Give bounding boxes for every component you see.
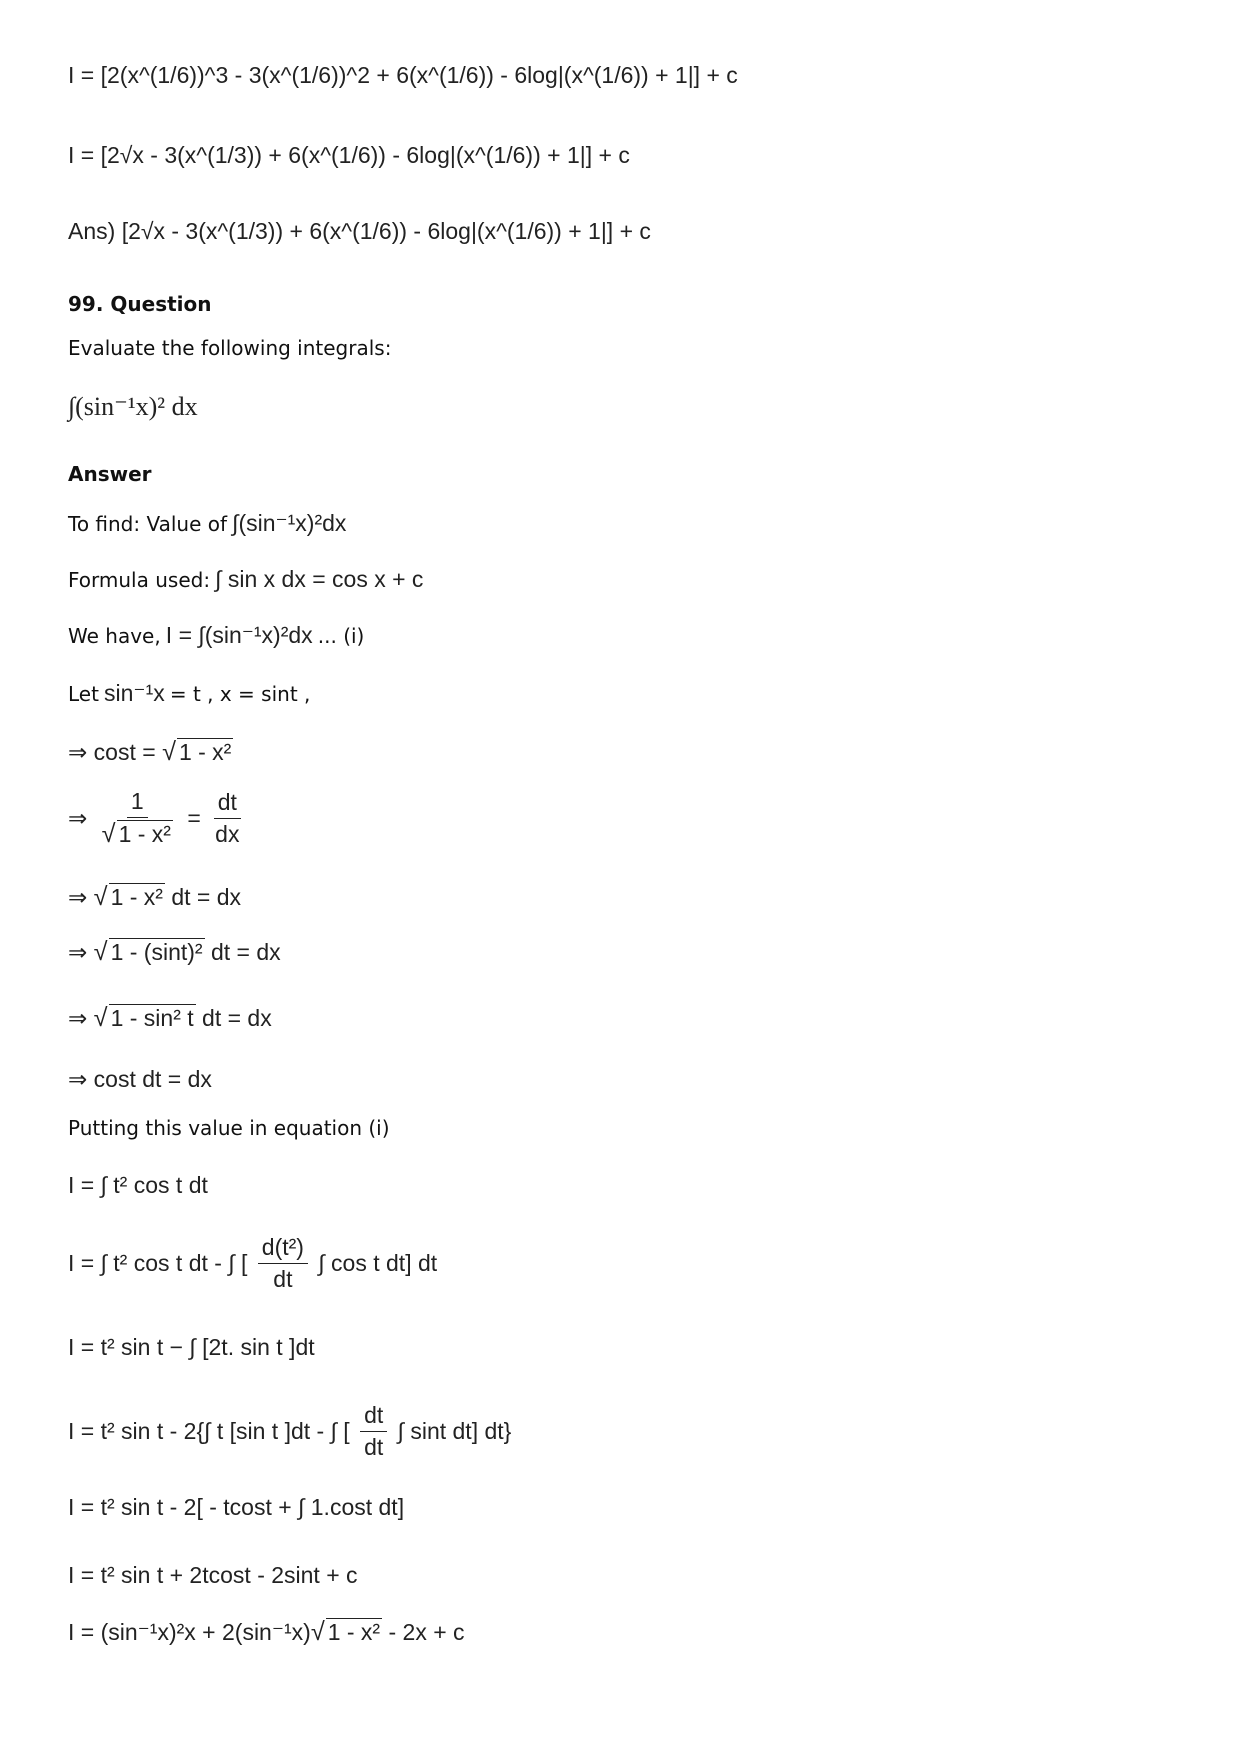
denominator: dt xyxy=(273,1266,293,1292)
let-expression: sin⁻¹x xyxy=(104,680,165,706)
equation-line-1 xyxy=(68,62,738,89)
radical-sign-icon: √ xyxy=(93,1004,108,1032)
fraction-right xyxy=(211,789,243,848)
step-text: - 2x + c xyxy=(388,1619,465,1645)
answer-expression: [2√x - 3(x^(1/3)) + 6(x^(1/6)) - 6log|(x^(1/6)) + 1|] + c xyxy=(121,218,651,244)
fraction xyxy=(360,1402,387,1461)
radical-sign-icon: √ xyxy=(310,1618,325,1646)
question-integral xyxy=(68,392,198,422)
step-cost xyxy=(68,738,233,767)
radicand: 1 - x² xyxy=(118,821,171,847)
question-prompt xyxy=(68,336,391,360)
step-text: I = t² sin t - 2[ - tcost + ∫ 1.cost dt] xyxy=(68,1494,405,1520)
step-text: ∫ sint dt] dt} xyxy=(397,1418,512,1444)
radicand: 1 - x² xyxy=(110,884,163,910)
integral-step-5 xyxy=(68,1494,404,1521)
answer-heading-text: Answer xyxy=(68,462,152,486)
implies-icon: ⇒ xyxy=(68,939,88,965)
step-text: dt = dx xyxy=(202,1005,272,1031)
integral-step-4 xyxy=(68,1402,511,1461)
radical-sign-icon: √ xyxy=(93,938,108,966)
step-text: I = t² sin t + 2tcost - 2sint + c xyxy=(68,1562,358,1588)
we-have-line xyxy=(68,622,364,649)
step-dx-1 xyxy=(68,883,241,912)
radical-sign-icon: √ xyxy=(93,883,108,911)
putting-line xyxy=(68,1116,390,1140)
formula-line xyxy=(68,566,423,593)
equation-tag: ... (i) xyxy=(317,624,365,648)
formula-label: Formula used: xyxy=(68,568,211,592)
radical-sign-icon: √ xyxy=(162,738,176,766)
integral-step-7 xyxy=(68,1618,465,1647)
question-heading-text: 99. Question xyxy=(68,292,212,316)
implies-icon: ⇒ xyxy=(68,1005,88,1031)
step-text: ⇒ cost dt = dx xyxy=(68,1066,212,1092)
to-find-line xyxy=(68,510,346,537)
to-find-label: To find: Value of xyxy=(68,512,228,536)
let-line xyxy=(68,680,310,707)
step-text: I = ∫ t² cos t dt xyxy=(68,1172,208,1198)
step-text: I = (sin⁻¹x)²x + 2(sin⁻¹x) xyxy=(68,1619,311,1645)
equation-text: I = [2(x^(1/6))^3 - 3(x^(1/6))^2 + 6(x^(1/6)) - 6log|(x^(1/6)) + 1|] + c xyxy=(68,62,738,88)
step-dx-2 xyxy=(68,938,281,967)
question-heading xyxy=(68,292,212,316)
denominator: dx xyxy=(215,821,240,847)
radicand: 1 - x² xyxy=(327,1619,381,1645)
radicand: 1 - sin² t xyxy=(110,1005,194,1031)
integral-step-6 xyxy=(68,1562,358,1589)
step-derivative xyxy=(68,788,247,849)
fraction xyxy=(258,1234,308,1293)
question-integral-text: ∫(sin⁻¹x)² dx xyxy=(68,392,198,421)
equation-text: I = [2√x - 3(x^(1/3)) + 6(x^(1/6)) - 6log|(x^(1/6)) + 1|] + c xyxy=(68,142,630,168)
answer-line xyxy=(68,218,651,245)
integral-step-3 xyxy=(68,1334,315,1361)
step-text: I = t² sin t − ∫ [2t. sin t ]dt xyxy=(68,1334,315,1360)
denominator: dt xyxy=(364,1434,384,1460)
numerator: d(t²) xyxy=(258,1234,308,1264)
numerator: dt xyxy=(360,1402,387,1432)
radical-sign-icon: √ xyxy=(101,820,116,848)
step-text: ⇒ cost = xyxy=(68,739,156,765)
we-have-label: We have, xyxy=(68,624,161,648)
equation-line-2 xyxy=(68,142,630,169)
radicand: 1 - (sint)² xyxy=(110,939,203,965)
question-prompt-text: Evaluate the following integrals: xyxy=(68,336,392,360)
we-have-expression: I = ∫(sin⁻¹x)²dx xyxy=(165,622,313,648)
integral-step-2 xyxy=(68,1234,437,1293)
implies-icon: ⇒ xyxy=(68,805,88,831)
step-dx-4 xyxy=(68,1066,212,1093)
answer-heading xyxy=(68,462,152,486)
let-rest: = t , x = sint , xyxy=(169,682,311,706)
let-label: Let xyxy=(68,682,99,706)
radicand: 1 - x² xyxy=(178,739,232,765)
answer-label: Ans) xyxy=(68,218,116,244)
fraction-left xyxy=(98,788,177,849)
numerator: dt xyxy=(214,789,241,819)
numerator: 1 xyxy=(127,788,148,818)
step-text: dt = dx xyxy=(210,939,281,965)
formula-expression: ∫ sin x dx = cos x + c xyxy=(215,566,424,592)
equals-sign: = xyxy=(187,805,201,831)
putting-text: Putting this value in equation (i) xyxy=(68,1116,390,1140)
integral-step-1 xyxy=(68,1172,208,1199)
implies-icon: ⇒ xyxy=(68,884,88,910)
step-dx-3 xyxy=(68,1004,272,1033)
denominator xyxy=(98,818,177,849)
step-text: ∫ cos t dt] dt xyxy=(318,1250,438,1276)
to-find-expression: ∫(sin⁻¹x)²dx xyxy=(232,510,347,536)
step-text: dt = dx xyxy=(171,884,242,910)
step-text: I = t² sin t - 2{∫ t [sin t ]dt - ∫ [ xyxy=(68,1418,350,1444)
step-text: I = ∫ t² cos t dt - ∫ [ xyxy=(68,1250,248,1276)
